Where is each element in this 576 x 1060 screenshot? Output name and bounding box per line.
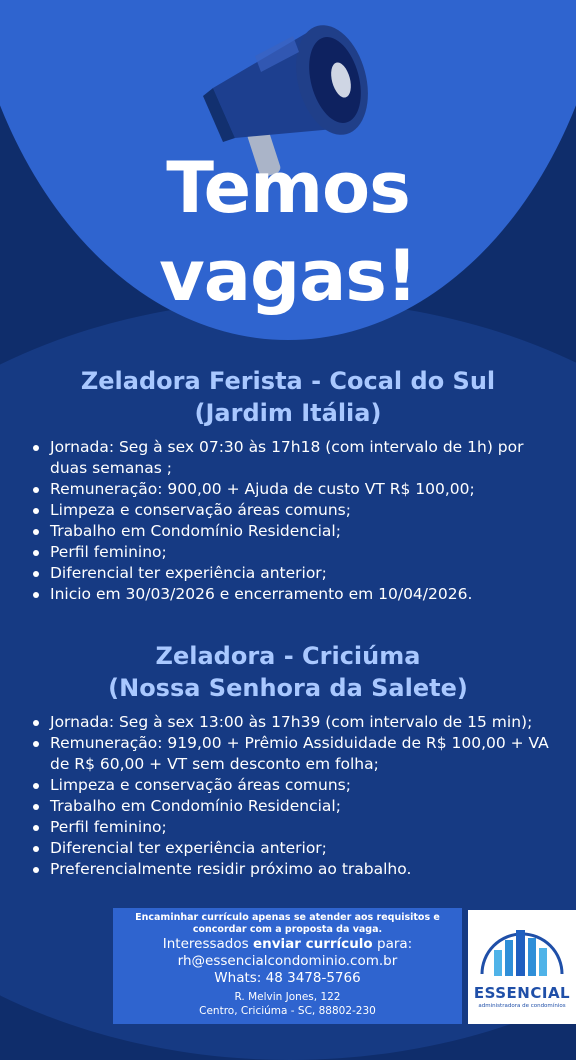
- list-item: Remuneração: 919,00 + Prêmio Assiduidade de R$ 100,00 + VA de R$ 60,00 + VT sem desconto em folha;: [50, 734, 549, 773]
- list-item: Diferencial ter experiência anterior;: [50, 838, 550, 859]
- job-card-2: [0, 640, 576, 880]
- list-item: Trabalho em Condomínio Residencial;: [50, 796, 550, 817]
- list-item: Inicio em 30/03/2026 e encerramento em 10/04/2026.: [50, 584, 550, 605]
- headline-line-1: Temos: [166, 147, 410, 229]
- logo-name: ESSENCIAL: [473, 984, 571, 1002]
- job-card-1: [0, 365, 576, 605]
- list-item: Limpeza e conservação áreas comuns;: [50, 500, 550, 521]
- address-line-2: Centro, Criciúma - SC, 88802-230: [199, 1005, 376, 1017]
- send-cv-prefix: Interessados: [162, 936, 253, 952]
- list-item: Jornada: Seg à sex 13:00 às 17h39 (com intervalo de 15 min);: [50, 712, 550, 733]
- list-item: Trabalho em Condomínio Residencial;: [50, 521, 550, 542]
- job-title: Zeladora - Criciúma: [155, 642, 421, 670]
- headline-line-2: vagas!: [159, 235, 417, 317]
- company-logo: [468, 910, 576, 1024]
- requirements-notice: Encaminhar currículo apenas se atender aos requisitos e concordar com a proposta da vaga.: [135, 912, 440, 935]
- address-line-1: R. Melvin Jones, 122: [234, 991, 341, 1003]
- list-item: Perfil feminino;: [50, 817, 550, 838]
- send-cv-suffix: para:: [372, 936, 413, 952]
- job-subtitle: (Jardim Itália): [194, 399, 382, 427]
- contact-box: [113, 908, 462, 1024]
- job-title: Zeladora Ferista - Cocal do Sul: [80, 367, 496, 395]
- list-item: Limpeza e conservação áreas comuns;: [50, 775, 550, 796]
- job-subtitle: (Nossa Senhora da Salete): [108, 674, 468, 702]
- list-item: Preferencialmente residir próximo ao trabalho.: [50, 859, 550, 880]
- list-item: Jornada: Seg à sex 07:30 às 17h18 (com intervalo de 1h) por duas semanas ;: [50, 437, 550, 479]
- email-link[interactable]: rh@essencialcondominio.com.br: [177, 953, 398, 969]
- send-cv-line: [113, 936, 462, 953]
- whatsapp-number[interactable]: Whats: 48 3478-5766: [214, 970, 361, 986]
- list-item: Diferencial ter experiência anterior;: [50, 563, 550, 584]
- send-cv-bold: enviar currículo: [252, 936, 373, 952]
- logo-subtitle: administradora de condomínios: [478, 1003, 566, 1009]
- requirements-list: [0, 437, 550, 605]
- building-bars-icon: [468, 910, 576, 986]
- requirements-list: [0, 712, 550, 880]
- list-item: Remuneração: 900,00 + Ajuda de custo VT R$ 100,00;: [50, 479, 550, 500]
- list-item: Perfil feminino;: [50, 542, 550, 563]
